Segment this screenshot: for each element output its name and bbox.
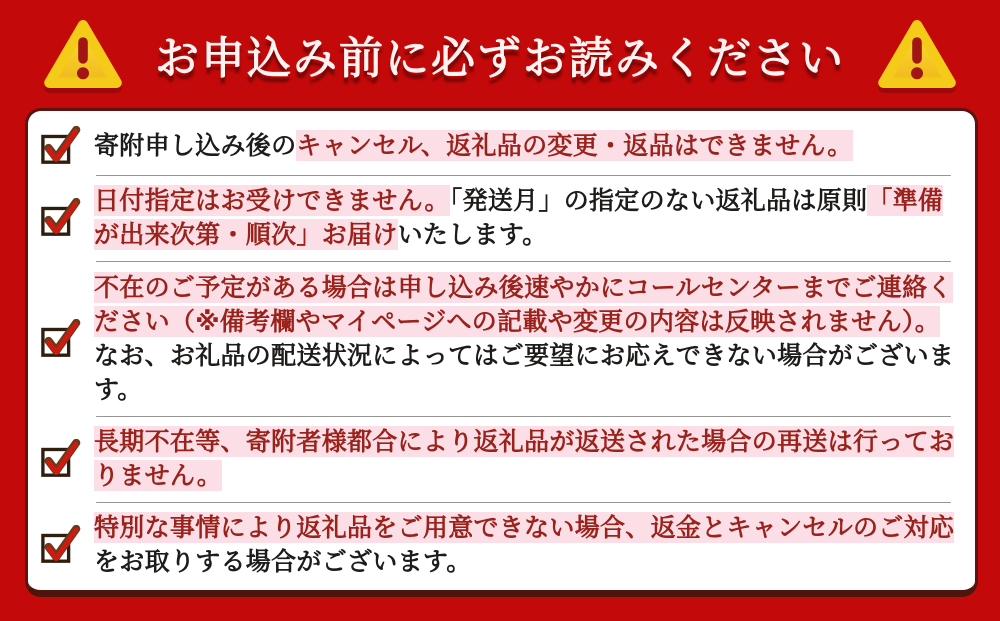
notice-item bbox=[40, 119, 957, 173]
warning-triangle-icon bbox=[43, 18, 123, 90]
notice-text-segment-emphasis: 日付指定はお受けできません。 bbox=[94, 186, 450, 216]
page-title: お申込み前に必ずお読みください bbox=[155, 33, 845, 84]
notice-text-segment-emphasis: 長期不在等、寄附者様都合により返礼品が返送された場合の再送は行っておりません。 bbox=[94, 426, 955, 490]
notice-text bbox=[94, 271, 957, 407]
notice-text-segment: いたします。 bbox=[397, 220, 548, 250]
notice-panel bbox=[25, 108, 978, 597]
notice-text bbox=[94, 425, 957, 493]
notice-item bbox=[40, 264, 957, 414]
notice-text bbox=[94, 129, 957, 163]
notice-text-segment-emphasis: 特別な事情により返礼品をご用意できない場合、返金とキャンセルのご対応 bbox=[94, 513, 955, 542]
notice-text-segment: なお、お礼品の配送状況によってはご要望にお応えできない場合がございます。 bbox=[94, 340, 955, 404]
checked-checkbox-icon bbox=[40, 439, 82, 479]
notice-text bbox=[94, 511, 957, 579]
notice-text-segment-emphasis: 「準備が出来次第・順次」お届け bbox=[94, 186, 944, 250]
warning-triangle-icon bbox=[877, 18, 957, 90]
notice-item bbox=[40, 418, 957, 500]
checked-checkbox-icon bbox=[40, 525, 82, 565]
checked-checkbox-icon bbox=[40, 319, 82, 359]
notice-text-segment: 「発送月」の指定のない返礼品は原則 bbox=[449, 186, 868, 216]
notice-text-segment-emphasis: 不在のご予定がある場合は申し込み後速やかにコールセンターまでご連絡ください（※備考欄やマイページへの記載や変更の内容は反映されません）。 bbox=[94, 272, 953, 336]
notice-header bbox=[0, 0, 1000, 108]
notice-item bbox=[40, 177, 957, 259]
notice-text-segment: をお取りする場合がございます。 bbox=[94, 547, 472, 576]
checked-checkbox-icon bbox=[40, 126, 82, 166]
notice-text-segment: 寄附申し込み後の bbox=[94, 131, 297, 160]
checked-checkbox-icon bbox=[40, 198, 82, 238]
notice-text-segment-emphasis: キャンセル、返礼品の変更・返品はできません。 bbox=[296, 131, 853, 160]
notice-text bbox=[94, 184, 957, 252]
notice-item bbox=[40, 504, 957, 586]
